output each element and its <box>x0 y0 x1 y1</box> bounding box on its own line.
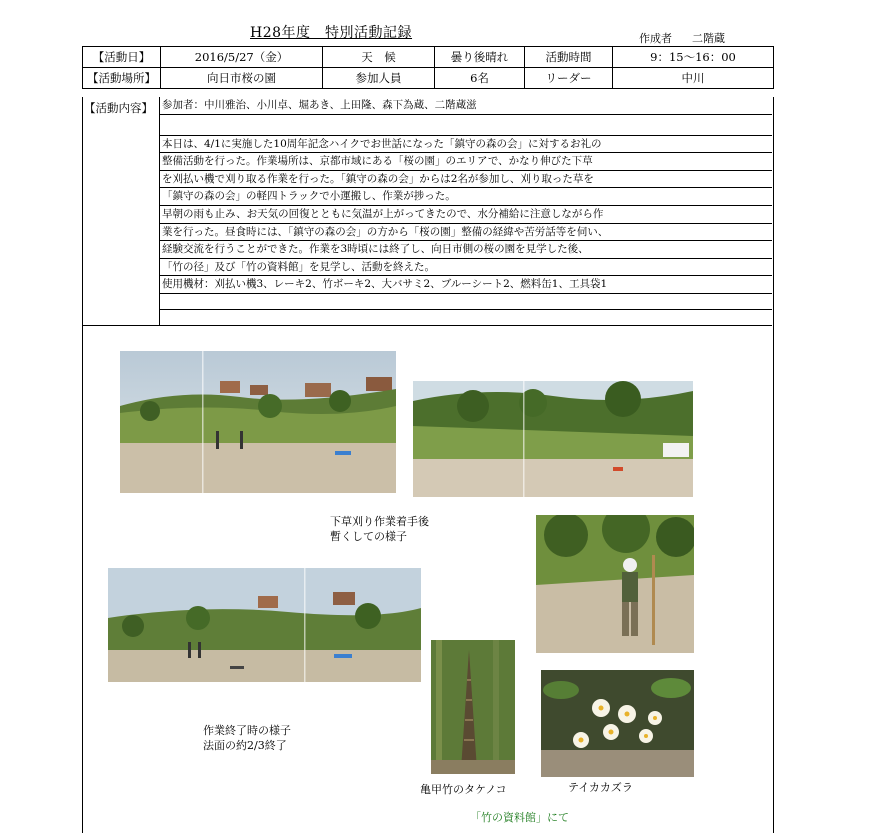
page-title: H28年度 特別活動記録 <box>250 25 413 41</box>
leader-label: リーダー <box>525 68 613 89</box>
leader-value: 中川 <box>613 68 774 89</box>
caption-flower: テイカカズラ <box>568 781 633 794</box>
participants-label: 参加人員 <box>323 68 435 89</box>
caption-bamboo-shoot: 亀甲竹のタケノコ <box>420 783 507 796</box>
content-line: 早朝の雨も止み、お天気の回復とともに気温が上がってきたので、水分補給に注意しながら作 <box>159 206 772 224</box>
content-line: 使用機材：刈払い機3、レーキ2、竹ボーキ2、大バサミ2、ブルーシート2、燃料缶1、工具袋1 <box>159 276 772 294</box>
date-value: 2016/5/27（金） <box>161 47 323 68</box>
participants-value: 6名 <box>435 68 525 89</box>
weather-label: 天 候 <box>323 47 435 68</box>
content-line <box>159 115 772 136</box>
date-label: 【活動日】 <box>83 47 161 68</box>
caption-after-start-line2: 暫くしての様子 <box>330 530 407 543</box>
header-table <box>82 46 774 89</box>
weather-value: 曇り後晴れ <box>435 47 525 68</box>
section-divider <box>82 325 772 326</box>
content-line: 本日は、4/1に実施した10周年記念ハイクでお世話になった「鎮守の森の会」に対するお礼の <box>159 136 772 153</box>
photo-worker <box>536 515 694 653</box>
header-row-place <box>83 68 774 89</box>
caption-museum: 「竹の資料館」にて <box>470 811 569 824</box>
photo-flower <box>541 670 694 777</box>
time-label: 活動時間 <box>525 47 613 68</box>
content-line: 参加者：中川雅治、小川卓、堀あき、上田隆、森下為蔵、二階蔵滋 <box>159 97 772 115</box>
photo-bamboo-shoot <box>431 640 515 774</box>
author-name: 二階蔵 <box>692 32 725 45</box>
time-value: 9：15～16：00 <box>613 47 774 68</box>
header-row-date <box>83 47 774 68</box>
content-line: 「竹の径」及び「竹の資料館」を見学し、活動を終えた。 <box>159 259 772 276</box>
content-line: 業を行った。昼食時には、「鎮守の森の会」の方から「桜の園」整備の経緯や苦労話等を伺い、 <box>159 224 772 241</box>
place-value: 向日市桜の園 <box>161 68 323 89</box>
photo-slope-panorama-1 <box>120 351 396 493</box>
content-line: 整備活動を行った。作業場所は、京都市域にある「桜の園」のエリアで、かなり伸びた下草 <box>159 153 772 171</box>
content-line: 経験交流を行うことができた。作業を3時頃には終了し、向日市側の桜の園を見学した後、 <box>159 241 772 259</box>
caption-end-line1: 作業終了時の様子 <box>203 724 291 737</box>
content-line: を刈払い機で刈り取る作業を行った。「鎮守の森の会」からは2名が参加し、刈り取った草を <box>159 171 772 188</box>
caption-after-start-line1: 下草刈り作業着手後 <box>330 515 429 528</box>
photo-slope-right <box>413 381 693 497</box>
place-label: 【活動場所】 <box>83 68 161 89</box>
author <box>639 30 725 46</box>
caption-end-line2: 法面の約2/3終了 <box>203 739 287 752</box>
content-line <box>159 294 772 310</box>
author-label: 作成者 <box>639 32 672 45</box>
content-label: 【活動内容】 <box>84 101 153 115</box>
content-line: 「鎮守の森の会」の軽四トラックで小運搬し、作業が捗った。 <box>159 188 772 206</box>
photo-slope-end <box>108 568 421 682</box>
